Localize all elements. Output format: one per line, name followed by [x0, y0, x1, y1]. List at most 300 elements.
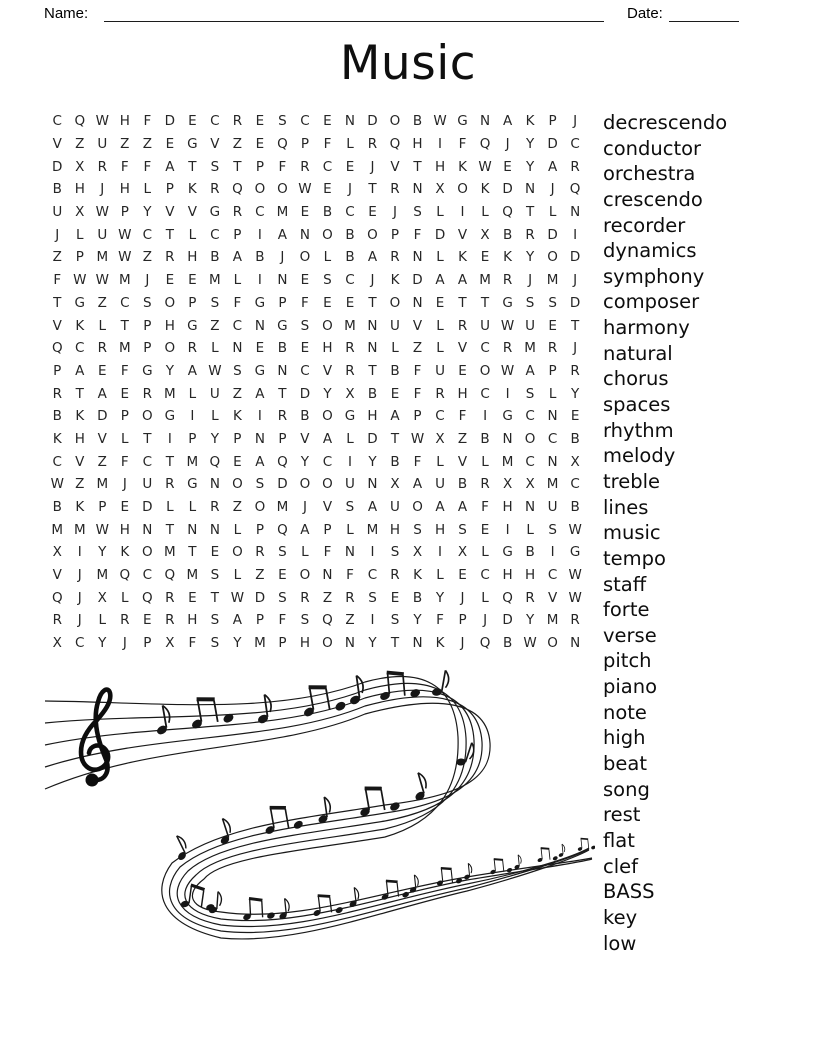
- grid-cell: H: [74, 430, 85, 447]
- grid-cell: D: [254, 589, 266, 606]
- grid-cell: O: [254, 499, 266, 516]
- grid-cell: O: [277, 181, 288, 198]
- grid-cell: K: [75, 499, 85, 516]
- grid-cell: D: [52, 158, 63, 175]
- name-blank-line: [104, 21, 604, 22]
- grid-cell: S: [300, 317, 310, 334]
- grid-cell: C: [300, 362, 310, 379]
- grid-cell: Z: [97, 453, 107, 470]
- grid-cell: O: [322, 635, 333, 652]
- grid-cell: Z: [232, 499, 242, 516]
- word-list-item: note: [603, 700, 647, 724]
- grid-cell: F: [413, 362, 422, 379]
- grid-cell: X: [435, 430, 445, 447]
- word-list-item: decrescendo: [603, 111, 728, 134]
- word-list-item: symphony: [603, 264, 705, 288]
- grid-cell: L: [346, 430, 354, 447]
- grid-cell: G: [457, 113, 468, 130]
- grid-cell: X: [52, 635, 62, 652]
- grid-cell: R: [255, 544, 265, 561]
- grid-cell: O: [547, 249, 558, 266]
- grid-cell: B: [457, 476, 468, 493]
- grid-cell: I: [438, 544, 443, 561]
- grid-cell: B: [570, 499, 580, 516]
- grid-cell: P: [143, 635, 152, 652]
- grid-cell: C: [435, 408, 445, 425]
- grid-cell: M: [276, 499, 289, 516]
- word-list-item: treble: [603, 469, 661, 493]
- grid-cell: T: [368, 181, 377, 198]
- grid-cell: A: [435, 272, 445, 289]
- grid-cell: K: [390, 272, 400, 289]
- grid-cell: R: [165, 612, 175, 629]
- word-list-item: key: [603, 905, 638, 929]
- grid-cell: Q: [389, 136, 401, 153]
- grid-cell: G: [502, 408, 513, 425]
- grid-cell: R: [547, 340, 558, 357]
- word-search-grid: [46, 110, 586, 655]
- grid-cell: Q: [569, 181, 581, 198]
- grid-cell: Y: [165, 362, 174, 379]
- grid-cell: E: [503, 158, 512, 175]
- grid-cell: L: [436, 340, 444, 357]
- grid-cell: X: [75, 158, 85, 175]
- grid-cell: X: [412, 544, 423, 561]
- grid-cell: J: [460, 589, 465, 606]
- grid-cell: E: [300, 272, 310, 289]
- grid-cell: N: [525, 181, 536, 198]
- word-list-item: composer: [603, 290, 700, 314]
- grid-cell: R: [390, 567, 400, 584]
- grid-cell: N: [299, 226, 310, 243]
- grid-cell: T: [143, 430, 152, 447]
- grid-cell: R: [502, 340, 513, 357]
- grid-cell: G: [209, 204, 221, 221]
- grid-cell: H: [367, 408, 378, 425]
- grid-cell: B: [480, 430, 490, 447]
- grid-cell: O: [322, 317, 333, 334]
- grid-cell: I: [257, 226, 262, 243]
- grid-cell: W: [298, 181, 312, 198]
- grid-cell: R: [390, 249, 400, 266]
- grid-cell: A: [232, 612, 242, 629]
- grid-cell: L: [436, 453, 444, 470]
- grid-cell: T: [165, 521, 174, 538]
- grid-cell: B: [345, 226, 355, 243]
- grid-cell: N: [412, 181, 423, 198]
- grid-cell: X: [97, 589, 107, 606]
- grid-cell: V: [547, 589, 558, 606]
- grid-cell: S: [368, 589, 377, 606]
- word-list-item: rest: [603, 803, 641, 827]
- grid-cell: W: [118, 249, 132, 266]
- grid-cell: W: [73, 272, 87, 289]
- grid-cell: Y: [210, 430, 219, 447]
- grid-cell: Q: [232, 181, 243, 198]
- grid-cell: K: [120, 544, 130, 561]
- grid-cell: S: [548, 294, 557, 311]
- grid-cell: D: [569, 249, 581, 266]
- grid-cell: E: [390, 589, 400, 606]
- grid-cell: F: [143, 113, 152, 130]
- grid-cell: E: [120, 385, 130, 402]
- grid-cell: C: [570, 136, 580, 153]
- grid-cell: D: [412, 272, 423, 289]
- grid-cell: C: [75, 635, 85, 652]
- grid-cell: Y: [435, 589, 445, 606]
- grid-cell: T: [188, 544, 197, 561]
- grid-cell: T: [525, 204, 535, 221]
- grid-cell: M: [73, 521, 86, 538]
- grid-cell: S: [143, 294, 152, 311]
- grid-cell: O: [299, 249, 311, 266]
- grid-cell: M: [96, 249, 109, 266]
- grid-cell: I: [370, 612, 375, 629]
- grid-cell: O: [322, 226, 333, 243]
- word-list-item: low: [603, 931, 637, 955]
- grid-cell: E: [210, 544, 220, 561]
- grid-cell: F: [120, 158, 129, 175]
- grid-cell: F: [323, 544, 332, 561]
- grid-cell: Y: [233, 635, 242, 652]
- word-list-item: high: [603, 726, 646, 750]
- grid-cell: H: [389, 521, 401, 538]
- grid-cell: O: [164, 340, 176, 357]
- grid-cell: X: [435, 181, 445, 198]
- grid-cell: N: [367, 476, 378, 493]
- grid-cell: Z: [120, 136, 130, 153]
- grid-cell: Q: [479, 136, 491, 153]
- treble-clef-icon: [81, 690, 110, 787]
- grid-cell: H: [119, 521, 130, 538]
- grid-cell: C: [75, 340, 85, 357]
- grid-cell: R: [502, 272, 513, 289]
- grid-cell: Z: [75, 136, 85, 153]
- grid-cell: S: [210, 294, 220, 311]
- grid-cell: U: [97, 136, 108, 153]
- grid-cell: G: [254, 294, 266, 311]
- grid-cell: U: [52, 204, 63, 221]
- grid-cell: I: [77, 544, 82, 561]
- grid-cell: P: [255, 612, 264, 629]
- grid-cell: Y: [368, 453, 377, 470]
- grid-cell: M: [118, 340, 131, 357]
- grid-cell: S: [413, 204, 422, 221]
- grid-cell: W: [95, 204, 109, 221]
- grid-cell: W: [500, 362, 515, 379]
- grid-cell: Y: [570, 385, 580, 402]
- grid-cell: Q: [322, 612, 333, 629]
- grid-cell: E: [458, 567, 467, 584]
- grid-cell: J: [55, 226, 60, 243]
- grid-cell: C: [322, 158, 333, 175]
- grid-cell: X: [345, 385, 355, 402]
- grid-cell: M: [96, 567, 109, 584]
- grid-cell: L: [233, 521, 242, 538]
- grid-cell: T: [165, 226, 174, 243]
- grid-cell: O: [322, 408, 333, 425]
- grid-cell: A: [457, 499, 468, 516]
- grid-cell: W: [208, 362, 222, 379]
- grid-cell: O: [547, 635, 558, 652]
- grid-cell: X: [525, 476, 535, 493]
- grid-cell: A: [75, 362, 85, 379]
- grid-cell: L: [143, 181, 152, 198]
- grid-cell: R: [345, 362, 355, 379]
- grid-cell: W: [95, 113, 109, 130]
- grid-cell: X: [457, 544, 468, 561]
- grid-cell: C: [480, 567, 490, 584]
- grid-cell: H: [187, 249, 198, 266]
- grid-cell: S: [548, 521, 557, 538]
- grid-cell: D: [277, 476, 288, 493]
- grid-cell: J: [370, 158, 375, 175]
- grid-cell: H: [164, 317, 175, 334]
- word-list-item: BASS: [603, 880, 655, 904]
- grid-cell: D: [299, 385, 311, 402]
- grid-cell: U: [525, 317, 536, 334]
- grid-cell: P: [233, 430, 242, 447]
- grid-cell: N: [344, 635, 356, 652]
- grid-cell: S: [210, 635, 220, 652]
- grid-cell: K: [232, 408, 242, 425]
- grid-cell: L: [166, 499, 174, 516]
- grid-cell: B: [300, 408, 310, 425]
- grid-cell: L: [436, 204, 444, 221]
- grid-cell: A: [255, 453, 265, 470]
- grid-cell: A: [525, 362, 535, 379]
- word-list-item: orchestra: [603, 162, 696, 186]
- grid-cell: F: [458, 408, 467, 425]
- word-list-item: beat: [603, 752, 647, 776]
- grid-cell: V: [52, 317, 62, 334]
- grid-cell: A: [322, 430, 333, 447]
- grid-cell: U: [345, 476, 355, 493]
- grid-cell: E: [300, 340, 310, 357]
- grid-cell: I: [257, 408, 262, 425]
- grid-cell: O: [164, 294, 176, 311]
- grid-cell: E: [368, 204, 377, 221]
- grid-cell: M: [546, 476, 559, 493]
- grid-cell: B: [367, 385, 378, 402]
- grid-cell: C: [525, 408, 535, 425]
- grid-cell: B: [52, 408, 62, 425]
- grid-cell: S: [233, 362, 242, 379]
- grid-cell: E: [323, 181, 332, 198]
- grid-cell: P: [165, 181, 174, 198]
- grid-cell: A: [97, 385, 107, 402]
- grid-cell: X: [480, 226, 490, 243]
- grid-cell: C: [570, 476, 580, 493]
- grid-cell: L: [233, 272, 242, 289]
- grid-cell: W: [433, 113, 447, 130]
- grid-cell: Y: [323, 385, 332, 402]
- grid-cell: P: [255, 158, 264, 175]
- grid-cell: G: [502, 544, 513, 561]
- grid-cell: E: [188, 272, 197, 289]
- grid-cell: Y: [525, 249, 535, 266]
- grid-cell: P: [120, 204, 129, 221]
- grid-cell: V: [457, 453, 468, 470]
- word-list-item: conductor: [603, 136, 702, 160]
- grid-cell: F: [278, 158, 287, 175]
- grid-cell: J: [122, 635, 127, 652]
- grid-cell: I: [573, 226, 578, 243]
- grid-cell: L: [188, 385, 197, 402]
- grid-cell: U: [142, 476, 153, 493]
- grid-cell: H: [457, 385, 468, 402]
- grid-cell: Z: [232, 136, 242, 153]
- grid-cell: K: [75, 408, 85, 425]
- grid-cell: O: [389, 113, 401, 130]
- grid-cell: J: [77, 567, 82, 584]
- grid-cell: S: [255, 476, 265, 493]
- grid-cell: C: [232, 317, 243, 334]
- grid-cell: P: [120, 408, 129, 425]
- word-list: [603, 110, 727, 956]
- word-list-item: spaces: [603, 393, 671, 417]
- grid-cell: O: [232, 476, 243, 493]
- grid-cell: O: [367, 226, 378, 243]
- grid-cell: E: [390, 385, 400, 402]
- grid-cell: S: [390, 612, 400, 629]
- grid-cell: H: [187, 612, 198, 629]
- grid-cell: I: [438, 136, 443, 153]
- grid-cell: C: [547, 430, 558, 447]
- grid-cell: T: [570, 317, 580, 334]
- grid-cell: V: [52, 567, 62, 584]
- grid-cell: M: [479, 272, 491, 289]
- grid-cell: X: [502, 476, 513, 493]
- grid-cell: N: [277, 272, 288, 289]
- grid-cell: N: [547, 453, 558, 470]
- grid-cell: L: [481, 589, 489, 606]
- grid-cell: S: [345, 499, 355, 516]
- grid-cell: M: [51, 521, 64, 538]
- grid-cell: L: [481, 204, 489, 221]
- grid-cell: S: [210, 612, 220, 629]
- grid-cell: N: [547, 408, 558, 425]
- grid-cell: J: [370, 272, 375, 289]
- grid-cell: P: [278, 294, 287, 311]
- word-list-item: crescendo: [603, 187, 703, 211]
- grid-cell: Z: [322, 589, 333, 606]
- word-list-item: music: [603, 521, 661, 545]
- grid-cell: H: [74, 181, 85, 198]
- grid-cell: M: [164, 544, 176, 561]
- grid-cell: H: [434, 158, 446, 175]
- grid-cell: R: [52, 612, 62, 629]
- grid-cell: P: [458, 612, 467, 629]
- grid-cell: U: [97, 226, 108, 243]
- date-blank-line: [669, 21, 739, 22]
- grid-cell: C: [525, 453, 535, 470]
- grid-cell: B: [412, 589, 423, 606]
- word-list-item: staff: [603, 572, 647, 596]
- grid-cell: Z: [412, 340, 423, 357]
- grid-cell: J: [100, 181, 105, 198]
- grid-cell: R: [300, 158, 310, 175]
- grid-cell: D: [164, 113, 176, 130]
- grid-cell: L: [121, 430, 129, 447]
- grid-cell: H: [322, 340, 333, 357]
- grid-cell: V: [322, 499, 333, 516]
- grid-cell: N: [322, 567, 333, 584]
- grid-cell: U: [390, 317, 400, 334]
- grid-cell: W: [95, 521, 109, 538]
- grid-cell: N: [232, 340, 243, 357]
- grid-cell: N: [480, 113, 491, 130]
- grid-cell: J: [77, 589, 82, 606]
- date-label: Date:: [627, 5, 663, 22]
- grid-cell: L: [233, 567, 242, 584]
- grid-cell: C: [142, 567, 153, 584]
- word-list-item: pitch: [603, 649, 652, 673]
- grid-cell: L: [526, 521, 534, 538]
- grid-cell: S: [278, 544, 287, 561]
- grid-cell: I: [257, 272, 262, 289]
- grid-cell: F: [413, 453, 422, 470]
- grid-cell: V: [210, 136, 220, 153]
- grid-cell: C: [120, 294, 130, 311]
- grid-cell: T: [188, 158, 197, 175]
- grid-cell: A: [165, 158, 175, 175]
- grid-cell: C: [210, 113, 220, 130]
- grid-cell: E: [255, 113, 265, 130]
- grid-cell: O: [254, 181, 266, 198]
- grid-cell: J: [460, 635, 465, 652]
- grid-cell: W: [410, 430, 425, 447]
- grid-cell: E: [233, 453, 242, 470]
- grid-cell: Z: [142, 249, 152, 266]
- grid-cell: M: [524, 340, 536, 357]
- grid-cell: C: [367, 567, 378, 584]
- grid-cell: W: [478, 158, 492, 175]
- grid-cell: O: [389, 294, 401, 311]
- grid-cell: K: [413, 567, 422, 584]
- grid-cell: H: [502, 499, 513, 516]
- grid-cell: E: [255, 136, 265, 153]
- grid-cell: Z: [255, 567, 265, 584]
- grid-cell: R: [52, 385, 62, 402]
- grid-cell: A: [502, 113, 513, 130]
- grid-cell: T: [233, 158, 242, 175]
- grid-cell: A: [367, 249, 378, 266]
- grid-cell: F: [233, 294, 242, 311]
- grid-cell: I: [505, 521, 510, 538]
- grid-cell: R: [525, 589, 535, 606]
- grid-cell: R: [525, 226, 535, 243]
- grid-cell: L: [211, 408, 219, 425]
- grid-cell: T: [368, 294, 377, 311]
- grid-cell: B: [570, 430, 580, 447]
- grid-cell: J: [347, 181, 352, 198]
- grid-cell: J: [573, 113, 578, 130]
- grid-cell: T: [368, 362, 377, 379]
- grid-cell: X: [52, 544, 62, 561]
- grid-cell: L: [188, 226, 197, 243]
- grid-cell: L: [436, 567, 444, 584]
- grid-cell: T: [53, 294, 62, 311]
- grid-cell: Y: [413, 612, 422, 629]
- grid-cell: N: [254, 430, 265, 447]
- grid-cell: L: [481, 453, 489, 470]
- grid-cell: M: [118, 272, 131, 289]
- grid-cell: C: [322, 453, 333, 470]
- word-list-item: melody: [603, 444, 676, 468]
- grid-cell: E: [323, 294, 332, 311]
- grid-cell: Z: [52, 249, 62, 266]
